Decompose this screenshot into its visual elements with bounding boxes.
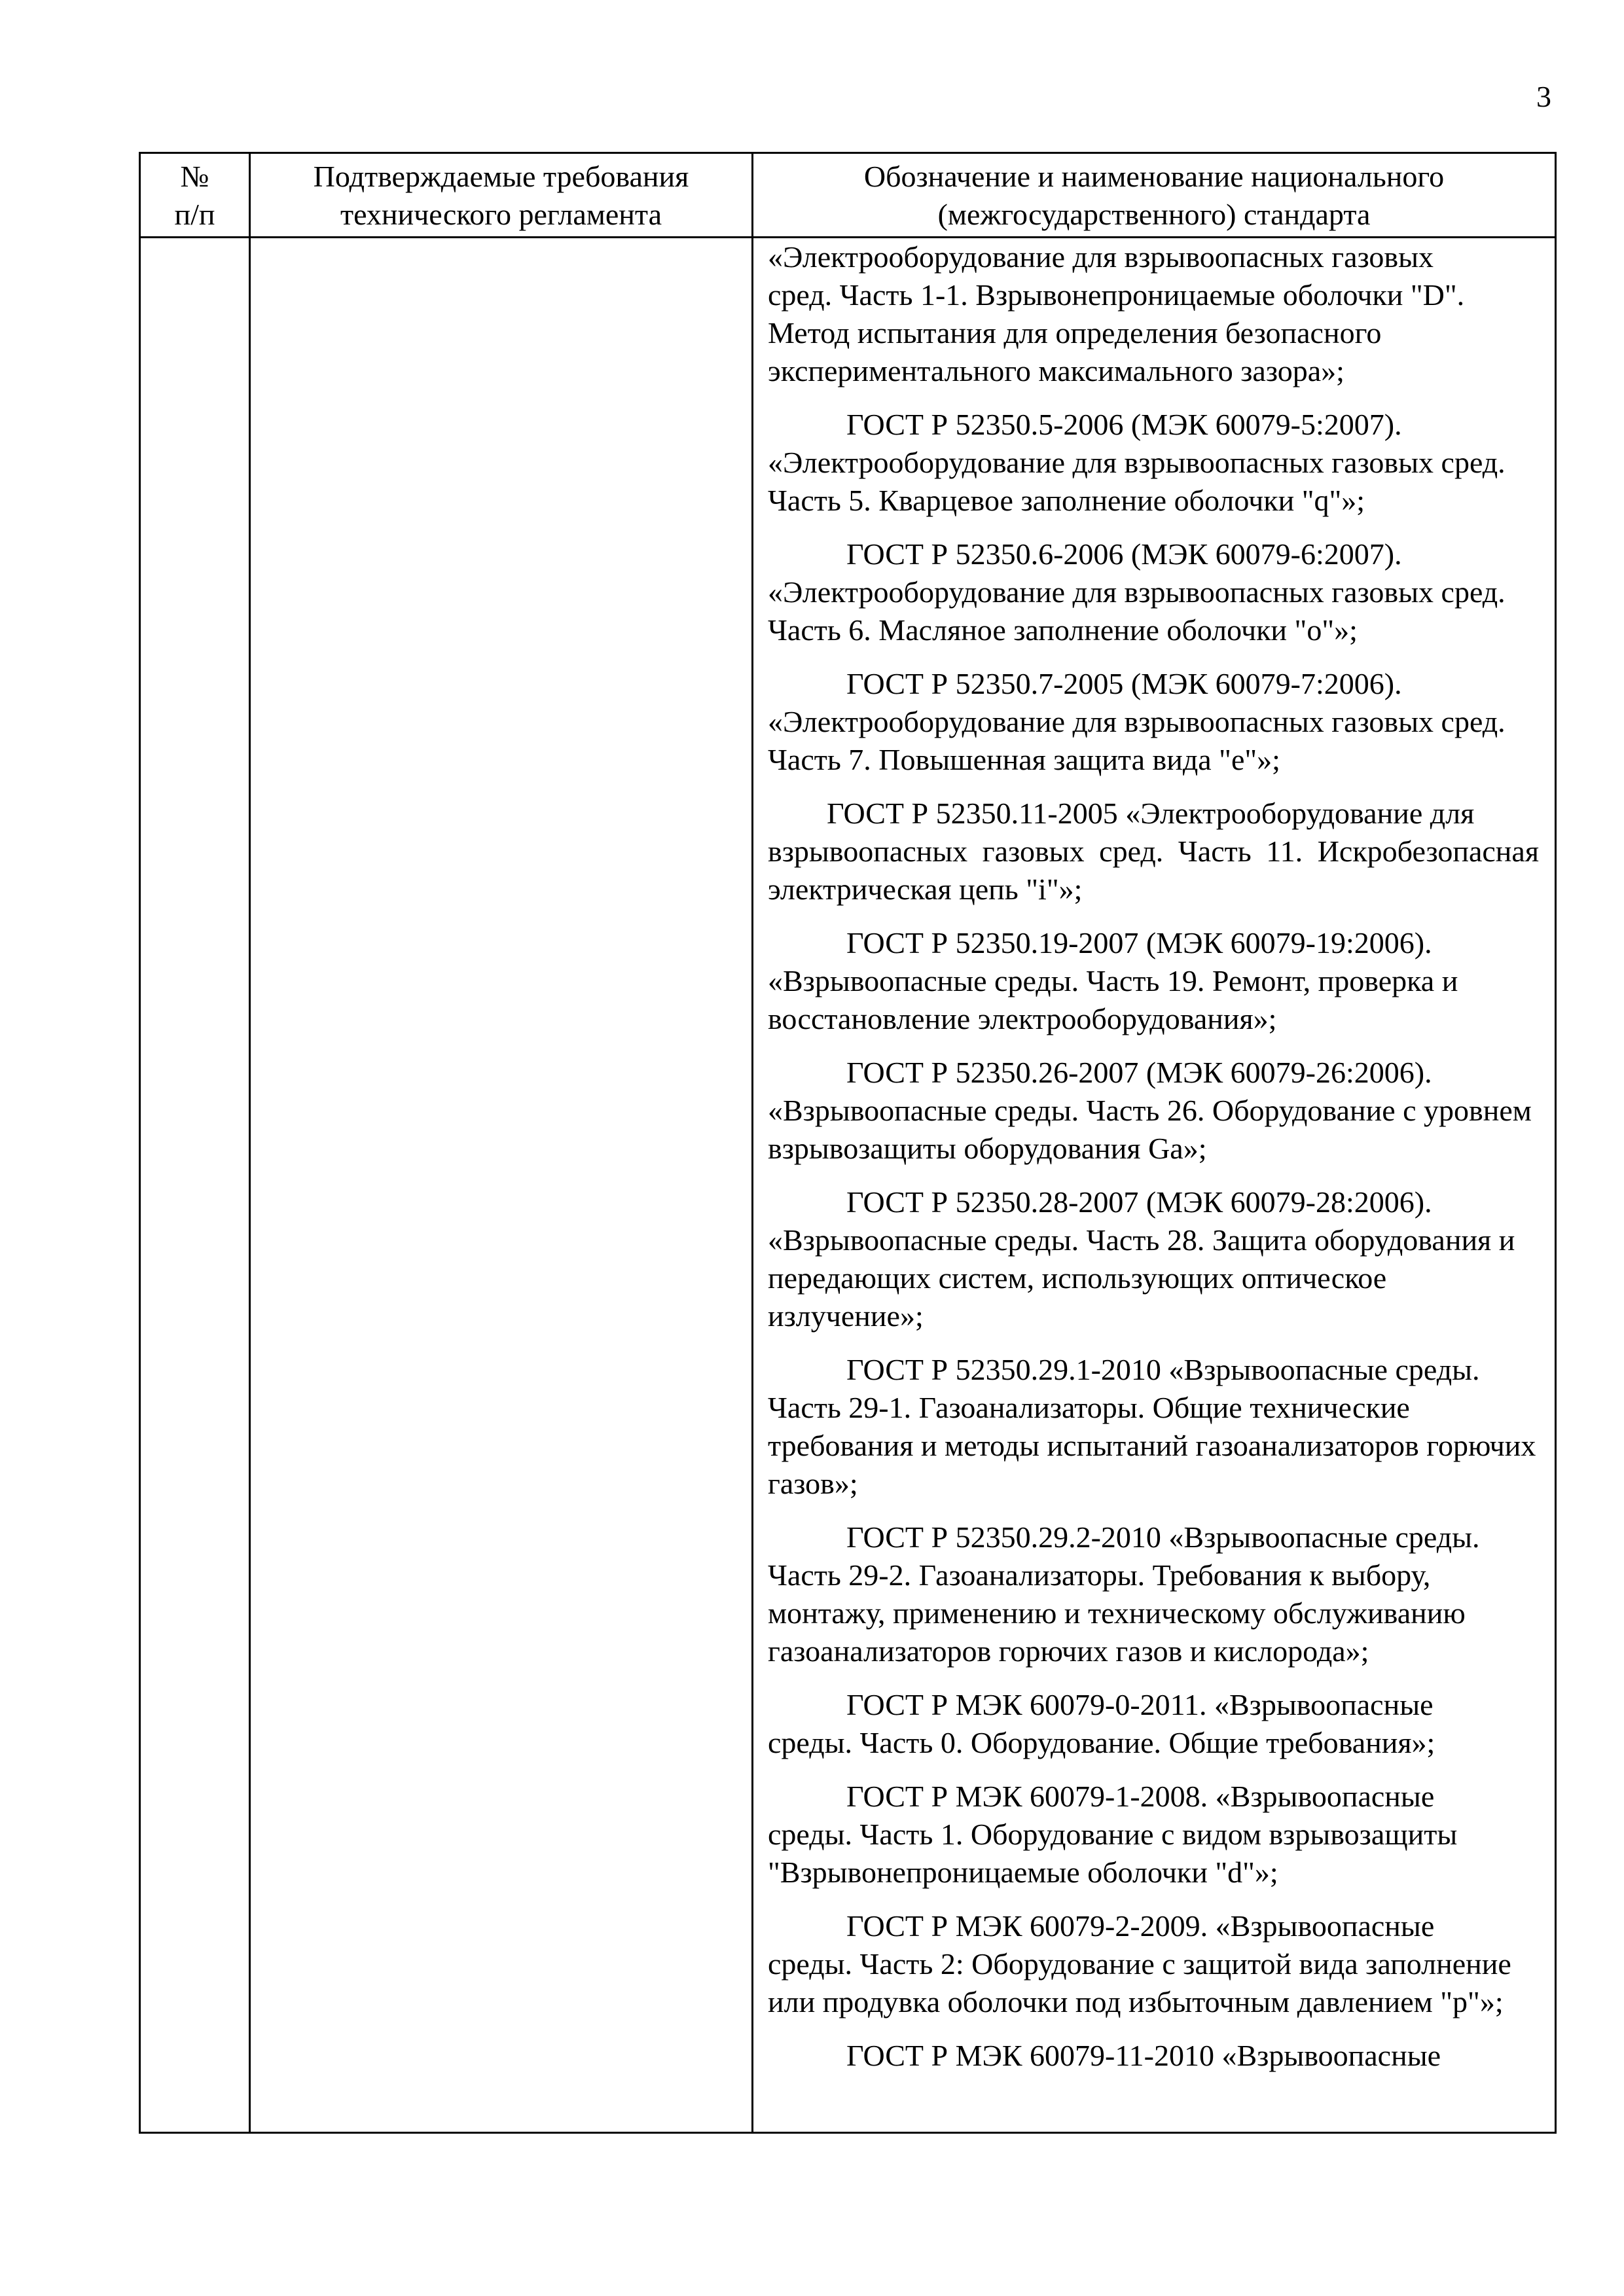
standard-entry: ГОСТ Р 52350.28-2007 (МЭК 60079-28:2006). «Взрывоопасные среды. Часть 28. Защита оборудования и передающих систем, использующих оптическое излучение»; xyxy=(768,1185,1515,1333)
standard-entry: ГОСТ Р МЭК 60079-0-2011. «Взрывоопасные среды. Часть 0. Оборудование. Общие требования»; xyxy=(768,1688,1435,1759)
table-header-row xyxy=(140,153,1556,238)
header-number: № п/п xyxy=(140,153,250,238)
standards-table xyxy=(139,152,1557,2134)
header-standard: Обозначение и наименование национального (межгосударственного) стандарта xyxy=(753,153,1556,238)
standard-entry: ГОСТ Р 52350.29.1-2010 «Взрывоопасные среды. Часть 29-1. Газоанализаторы. Общие технические требования и методы испытаний газоанализаторов горючих газов»; xyxy=(768,1353,1536,1500)
standard-entry: ГОСТ Р 52350.11-2005 «Электрооборудование для взрывоопасных газовых сред. Часть 11. Искробезопасная электрическая цепь "i"»; xyxy=(768,797,1539,906)
page-number: 3 xyxy=(1536,80,1551,113)
table-row xyxy=(140,238,1556,2133)
standard-entry: ГОСТ Р 52350.19-2007 (МЭК 60079-19:2006). «Взрывоопасные среды. Часть 19. Ремонт, проверка и восстановление электрооборудования»; xyxy=(768,926,1458,1035)
standard-entry: ГОСТ Р МЭК 60079-2-2009. «Взрывоопасные среды. Часть 2: Оборудование с защитой вида заполнение или продувка оболочки под избыточным давлением "p"»; xyxy=(768,1909,1511,2018)
standard-entry: «Электрооборудование для взрывоопасных газовых сред. Часть 1-1. Взрывонепроницаемые оболочки "D". Метод испытания для определения безопасного экспериментального максимального зазора»; xyxy=(768,240,1465,387)
standard-entry: ГОСТ Р 52350.5-2006 (МЭК 60079-5:2007). «Электрооборудование для взрывоопасных газовых сред. Часть 5. Кварцевое заполнение оболочки "q"»; xyxy=(768,408,1506,517)
cell-standards xyxy=(753,238,1556,2133)
standard-entry: ГОСТ Р 52350.29.2-2010 «Взрывоопасные среды. Часть 29-2. Газоанализаторы. Требования к выбору, монтажу, применению и техническому обслуживанию газоанализаторов горючих газов и кислорода»; xyxy=(768,1520,1480,1668)
standard-entry: ГОСТ Р 52350.6-2006 (МЭК 60079-6:2007). «Электрооборудование для взрывоопасных газовых сред. Часть 6. Масляное заполнение оболочки "o"»; xyxy=(768,537,1506,647)
cell-number xyxy=(140,238,250,2133)
header-requirements: Подтверждаемые требования технического регламента xyxy=(250,153,753,238)
standard-entry: ГОСТ Р 52350.26-2007 (МЭК 60079-26:2006). «Взрывоопасные среды. Часть 26. Оборудование с уровнем взрывозащиты оборудования Ga»; xyxy=(768,1056,1532,1165)
standard-entry: ГОСТ Р МЭК 60079-11-2010 «Взрывоопасные xyxy=(846,2039,1441,2072)
cell-requirements xyxy=(250,238,753,2133)
standard-entry: ГОСТ Р 52350.7-2005 (МЭК 60079-7:2006). «Электрооборудование для взрывоопасных газовых сред. Часть 7. Повышенная защита вида "e"»; xyxy=(768,667,1506,776)
standard-entry: ГОСТ Р МЭК 60079-1-2008. «Взрывоопасные среды. Часть 1. Оборудование с видом взрывозащиты "Взрывонепроницаемые оболочки "d"»; xyxy=(768,1780,1458,1889)
